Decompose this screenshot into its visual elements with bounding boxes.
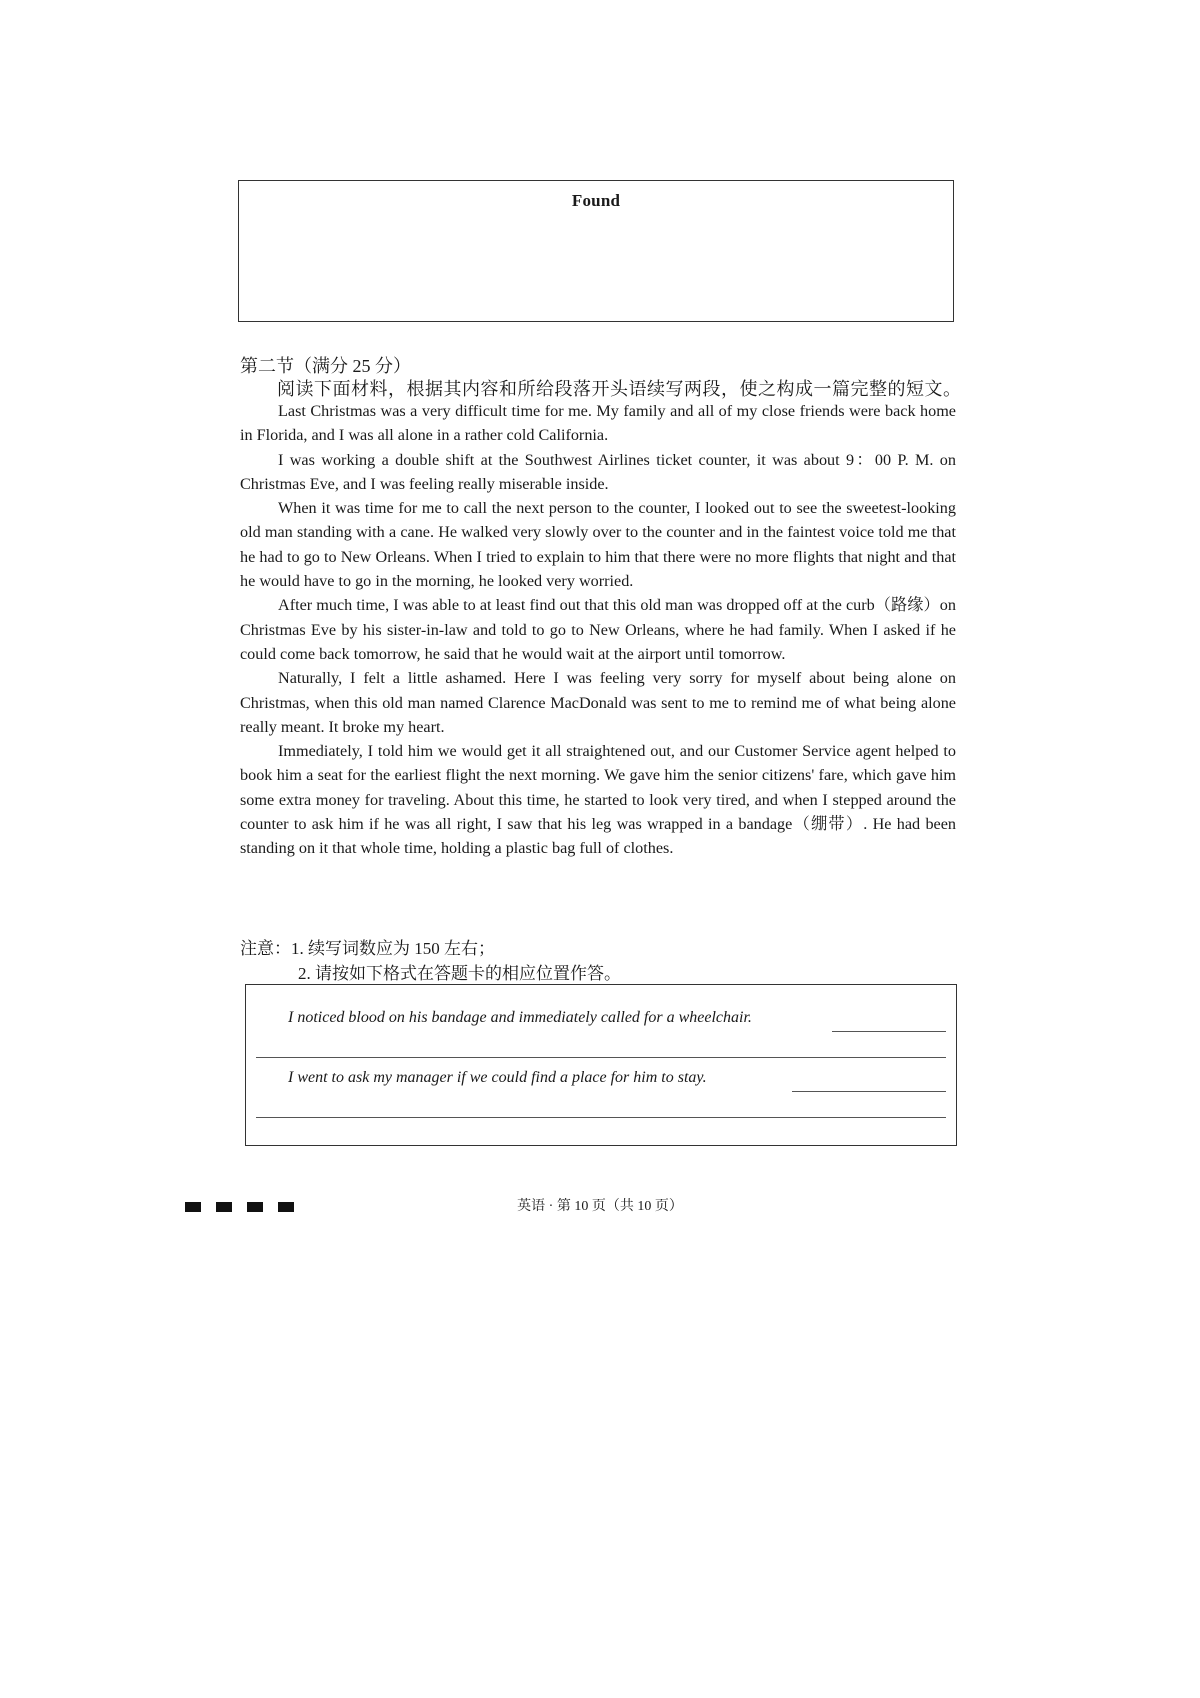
answer-box [245, 984, 957, 1146]
passage-paragraph: After much time, I was able to at least find out that this old man was dropped off at the curb（路缘）on Christmas Eve by his sister-in-law and told to go to New Orleans, where he had family. When I asked if he could come back tomorrow, he said that he would wait at the airport until tomorrow. [240, 596, 956, 663]
answer-line-2[interactable] [256, 1117, 946, 1118]
passage-paragraph: When it was time for me to call the next person to the counter, I looked out to see the sweetest-looking old man standing with a cane. He walked very slowly over to the counter and in the faintest voice told me that he had to go to New Orleans. When I tried to explain to him that there were no more flights that night and that he would have to go in the morning, he looked very worried. [240, 499, 956, 591]
note-item-2: 2. 请按如下格式在答题卡的相应位置作答。 [298, 964, 621, 983]
box-title: Found [571, 191, 621, 210]
answer-blank-1[interactable] [832, 1031, 946, 1032]
writing-box-found [238, 180, 954, 322]
paragraph-prompt-2: I went to ask my manager if we could find a place for him to stay. [288, 1069, 707, 1086]
page-number: 英语 · 第 10 页（共 10 页） [517, 1199, 683, 1214]
paragraph-prompt-1: I noticed blood on his bandage and immediately called for a wheelchair. [288, 1009, 752, 1026]
answer-line-1[interactable] [256, 1057, 946, 1058]
section-heading: 第二节（满分 25 分） [240, 356, 411, 376]
passage-paragraph: I was working a double shift at the Southwest Airlines ticket counter, it was about 9：00 P. M. on Christmas Eve, and I was feeling really miserable inside. [240, 450, 956, 493]
reading-passage [240, 399, 956, 861]
note-label: 注意： [240, 939, 291, 958]
notes [240, 936, 621, 986]
answer-blank-2[interactable] [792, 1091, 946, 1092]
section-instruction: 阅读下面材料，根据其内容和所给段落开头语续写两段，使之构成一篇完整的短文。 [277, 379, 962, 399]
passage-paragraph: Naturally, I felt a little ashamed. Here I was feeling very sorry for myself about being alone on Christmas, when this old man named Clarence MacDonald was sent to me to remind me of what being alone really meant. It broke my heart. [240, 669, 956, 736]
note-item-1: 注意：1. 续写词数应为 150 左右； [240, 939, 495, 958]
passage-paragraph: Last Christmas was a very difficult time for me. My family and all of my close friends were back home in Florida, and I was all alone in a rather cold California. [240, 402, 956, 445]
passage-paragraph: Immediately, I told him we would get it all straightened out, and our Customer Service agent helped to book him a seat for the earliest flight the next morning. We gave him the senior citizens' fare, which gave him some extra money for traveling. About this time, he started to look very tired, and when I stepped around the counter to ask him if he was all right, I saw that his leg was wrapped in a bandage（绷带）. He had been standing on it that whole time, holding a plastic bag full of clothes. [240, 742, 956, 858]
